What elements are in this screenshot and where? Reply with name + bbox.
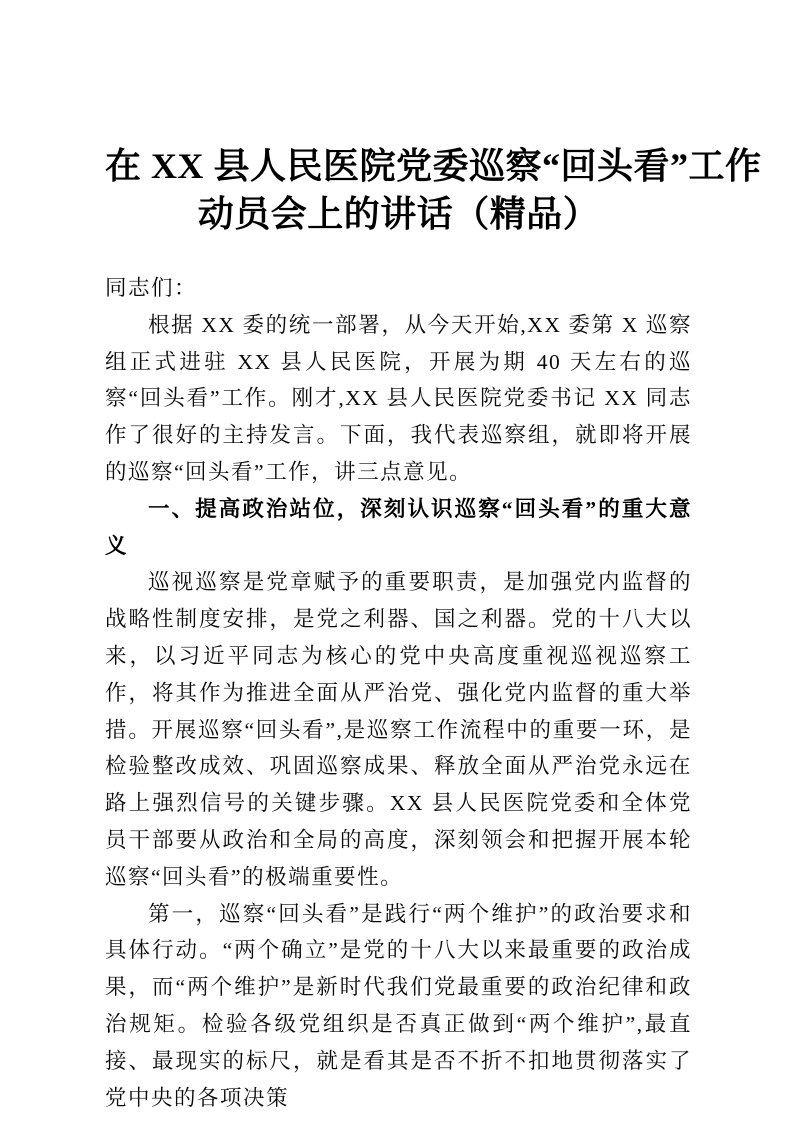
paragraph-section-1-body: 巡视巡察是党章赋予的重要职责，是加强党内监督的战略性制度安排，是党之利器、国之利器。党的十八大以来，以习近平同志为核心的党中央高度重视巡视巡察工作，将其作为推进全面从严治党、强化党内监督的重大举措。开展巡察“回头看”,是巡察工作流程中的重要一环，是检验整改成效、巩固巡察成果、释放全面从严治党永远在路上强烈信号的关键步骤。XX 县人民医院党委和全体党员干部要从政治和全局的高度，深刻领会和把握开展本轮巡察“回头看”的极端重要性。 [105,570,692,889]
title-line-2: 动员会上的讲话（精品） [197,194,600,234]
salutation: 同志们： [105,276,198,300]
section-heading-1: 一、提高政治站位，深刻认识巡察“回头看”的重大意义 [105,496,692,558]
document-body [105,270,692,1116]
paragraph-first-point: 第一，巡察“回头看”是践行“两个维护”的政治要求和具体行动。“两个确立”是党的十八大以来最重要的政治成果，而“两个维护”是新时代我们党最重要的政治纪律和政治规矩。检验各级党组织是否真正做到“两个维护”,最直接、最现实的标尺，就是看其是否不折不扣地贯彻落实了党中央的各项决策 [105,901,692,1110]
paragraph-opening: 根据 XX 委的统一部署，从今天开始,XX 委第 X 巡察组正式进驻 XX 县人民医院，开展为期 40 天左右的巡察“回头看”工作。刚才,XX 县人民医院党委书记 XX 同志作了很好的主持发言。下面，我代表巡察组，就即将开展的巡察“回头看”工作，讲三点意见。 [105,312,692,484]
document-title [105,142,762,238]
title-line-1: 在 XX 县人民医院党委巡察“回头看”工作 [105,146,762,186]
